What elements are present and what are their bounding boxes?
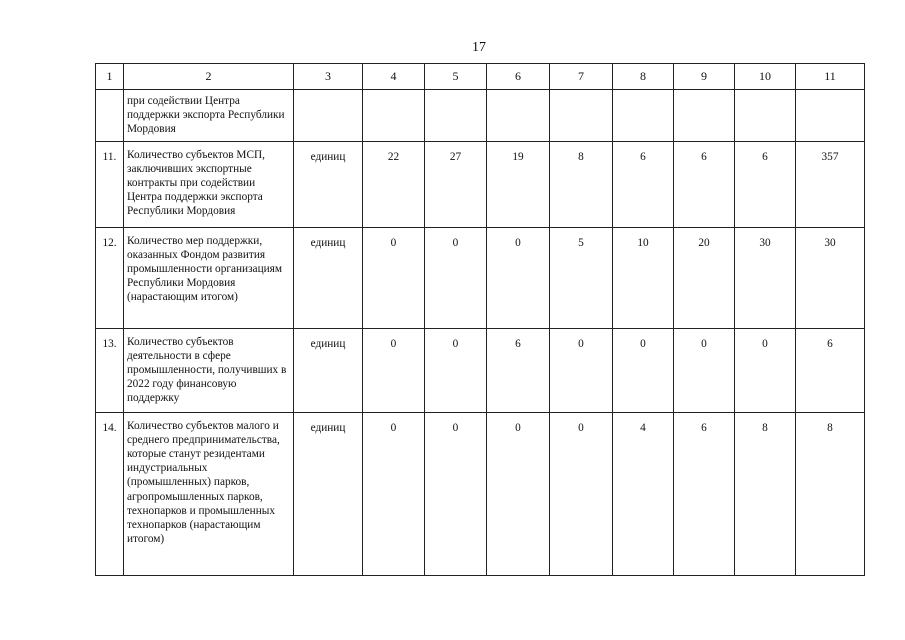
value-cell: 30 [796,227,865,328]
value-cell: 0 [487,227,550,328]
value-cell: 22 [363,141,425,227]
value-cell [674,90,735,142]
value-cell: 19 [487,141,550,227]
table-row [96,90,865,142]
column-header: 1 [96,64,124,90]
column-header: 9 [674,64,735,90]
value-cell: 8 [796,412,865,575]
indicator-name: Количество субъектов малого и среднего предпринимательства, которые станут резидентами индустриальных (промышленных) парков, агропромышленных парков, технопарков и промышленных технопарков (нарастающим итогом) [124,412,294,575]
unit-cell [294,90,363,142]
column-header: 11 [796,64,865,90]
indicator-name: Количество субъектов деятельности в сфере промышленности, получивших в 2022 году финансовую поддержку [124,328,294,412]
row-number: 12. [96,227,124,328]
value-cell: 0 [550,328,613,412]
value-cell: 0 [425,412,487,575]
unit-cell: единиц [294,227,363,328]
column-header: 3 [294,64,363,90]
table-row [96,328,865,412]
value-cell [425,90,487,142]
value-cell: 0 [363,227,425,328]
value-cell: 4 [613,412,674,575]
value-cell: 0 [363,412,425,575]
value-cell [796,90,865,142]
column-header: 8 [613,64,674,90]
table-row [96,412,865,575]
value-cell: 0 [487,412,550,575]
value-cell: 6 [613,141,674,227]
row-number: 11. [96,141,124,227]
column-header: 10 [735,64,796,90]
value-cell: 30 [735,227,796,328]
table-row [96,227,865,328]
value-cell: 0 [550,412,613,575]
value-cell: 6 [674,412,735,575]
value-cell: 0 [425,328,487,412]
value-cell: 0 [425,227,487,328]
value-cell [735,90,796,142]
value-cell: 5 [550,227,613,328]
value-cell: 20 [674,227,735,328]
value-cell [487,90,550,142]
value-cell: 357 [796,141,865,227]
column-header: 4 [363,64,425,90]
row-number [96,90,124,142]
value-cell: 6 [674,141,735,227]
value-cell: 0 [363,328,425,412]
column-header: 6 [487,64,550,90]
column-header: 2 [124,64,294,90]
value-cell: 0 [674,328,735,412]
value-cell: 27 [425,141,487,227]
value-cell [613,90,674,142]
value-cell: 8 [735,412,796,575]
indicator-name: при содействии Центра поддержки экспорта Республики Мордовия [124,90,294,142]
value-cell [550,90,613,142]
value-cell: 0 [613,328,674,412]
table-row [96,141,865,227]
value-cell: 0 [735,328,796,412]
indicators-table [95,63,865,576]
row-number: 13. [96,328,124,412]
value-cell [363,90,425,142]
value-cell: 6 [487,328,550,412]
page-number: 17 [472,40,486,55]
value-cell: 6 [796,328,865,412]
unit-cell: единиц [294,328,363,412]
value-cell: 10 [613,227,674,328]
unit-cell: единиц [294,141,363,227]
column-header: 5 [425,64,487,90]
indicator-name: Количество субъектов МСП, заключивших экспортные контракты при содействии Центра поддержки экспорта Республики Мордовия [124,141,294,227]
row-number: 14. [96,412,124,575]
indicator-name: Количество мер поддержки, оказанных Фондом развития промышленности организациям Республики Мордовия (нарастающим итогом) [124,227,294,328]
table-header-row [96,64,865,90]
value-cell: 6 [735,141,796,227]
unit-cell: единиц [294,412,363,575]
column-header: 7 [550,64,613,90]
value-cell: 8 [550,141,613,227]
